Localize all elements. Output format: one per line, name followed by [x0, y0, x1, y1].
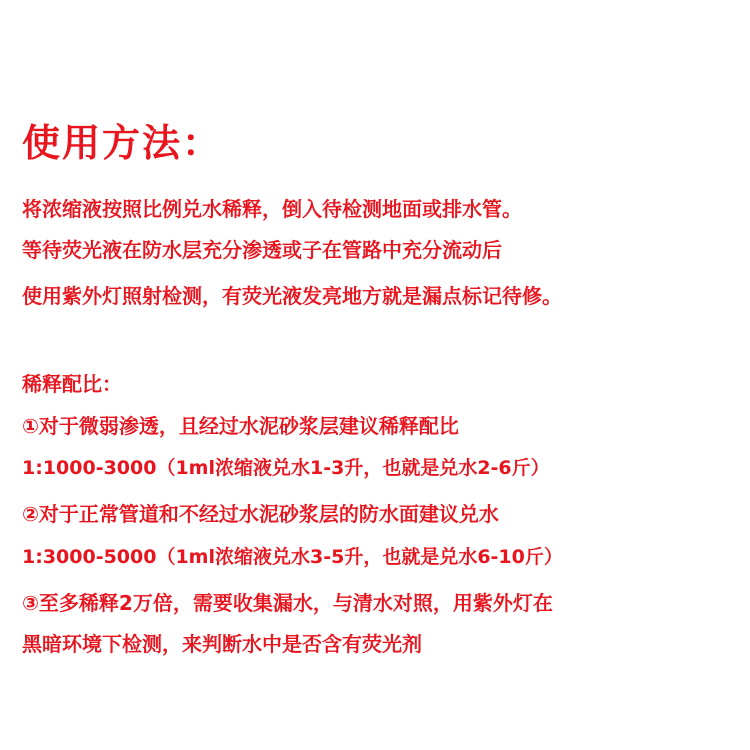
ratio-item-3-line-2: 黑暗环境下检测，来判断水中是否含有荧光剂	[22, 632, 422, 656]
ratio-item-1-value: 1:1000-3000（1ml浓缩液兑水1-3升，也就是兑水2-6斤）	[22, 457, 550, 479]
ratio-item-2-value: 1:3000-5000（1ml浓缩液兑水3-5升，也就是兑水6-10斤）	[22, 546, 563, 568]
usage-line-3: 使用紫外灯照射检测，有荧光液发亮地方就是漏点标记待修。	[22, 284, 562, 308]
usage-line-1: 将浓缩液按照比例兑水稀释，倒入待检测地面或排水管。	[22, 197, 522, 221]
page-title: 使用方法：	[22, 121, 223, 165]
ratio-heading: 稀释配比：	[22, 372, 122, 396]
ratio-item-2: ②对于正常管道和不经过水泥砂浆层的防水面建议兑水	[22, 502, 499, 526]
ratio-item-3-line-1: ③至多稀释2万倍，需要收集漏水，与清水对照，用紫外灯在	[22, 591, 553, 615]
ratio-item-1: ①对于微弱渗透，且经过水泥砂浆层建议稀释配比	[22, 414, 459, 438]
usage-line-2: 等待荧光液在防水层充分渗透或子在管路中充分流动后	[22, 238, 502, 262]
